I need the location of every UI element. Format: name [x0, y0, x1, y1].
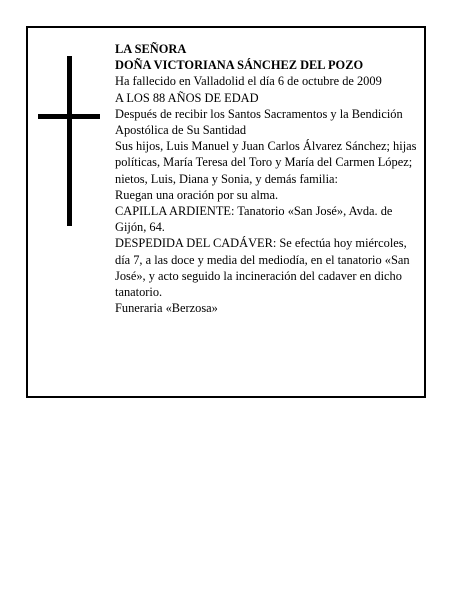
notice-farewell: DESPEDIDA DEL CADÁVER: Se efectúa hoy miércoles, día 7, a las doce y media del mediodía, en el tanatorio «San José», y acto seguido la incineración del cadaver en dicho tanatorio. — [115, 236, 410, 300]
notice-deceased-name: DOÑA VICTORIANA SÁNCHEZ DEL POZO — [115, 58, 364, 73]
obituary-notice — [26, 26, 426, 398]
notice-family: Sus hijos, Luis Manuel y Juan Carlos Álvarez Sánchez; hijas políticas, María Teresa del Toro y María del Carmen López; nietos, Luis, Diana y Sonia, y demás familia: — [115, 139, 417, 186]
cross-horizontal-bar — [38, 114, 100, 119]
notice-chapel: CAPILLA ARDIENTE: Tanatorio «San José», Avda. de Gijón, 64. — [115, 204, 393, 235]
notice-prayer: Ruegan una oración por su alma. — [115, 187, 279, 202]
notice-death-line: Ha fallecido en Valladolid el día 6 de octubre de 2009 — [115, 74, 382, 89]
cross-icon — [38, 56, 100, 226]
notice-sacraments: Después de recibir los Santos Sacramentos y la Bendición Apostólica de Su Santidad — [115, 106, 403, 138]
notice-text — [115, 41, 424, 316]
notice-title-line-1: LA SEÑORA — [115, 42, 187, 56]
notice-age-line: A LOS 88 AÑOS DE EDAD — [115, 90, 259, 105]
cross-vertical-bar — [67, 56, 72, 226]
notice-funeral-home: Funeraria «Berzosa» — [115, 301, 218, 316]
